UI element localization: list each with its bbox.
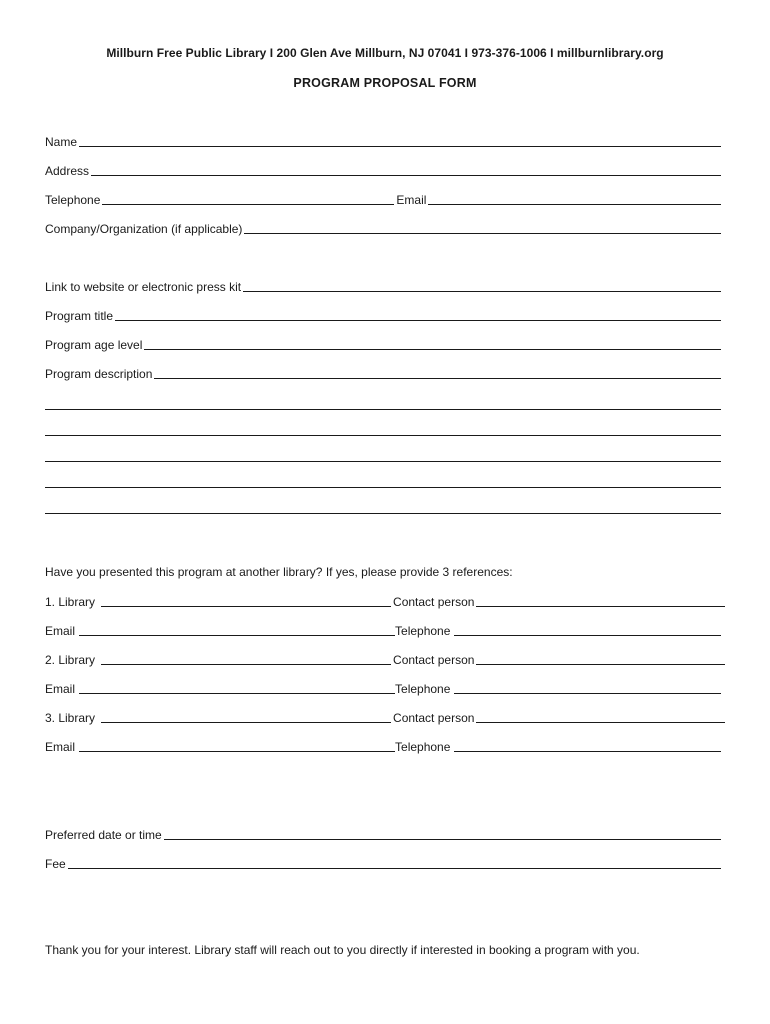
address-label: Address — [45, 164, 90, 178]
address-field[interactable] — [91, 175, 721, 176]
library-1-field[interactable] — [101, 606, 391, 607]
program-title-field[interactable] — [115, 320, 721, 321]
link-row — [45, 278, 721, 294]
name-row — [45, 133, 721, 149]
library-2-label: 2. Library — [45, 653, 96, 667]
description-line — [45, 448, 721, 464]
email-label: Email — [45, 682, 76, 696]
reference-1-telephone-field[interactable] — [454, 635, 721, 636]
preferred-date-field[interactable] — [164, 839, 721, 840]
library-3-label: 3. Library — [45, 711, 96, 725]
telephone-label: Telephone — [395, 682, 451, 696]
age-level-field[interactable] — [144, 349, 721, 350]
reference-1-email-row — [45, 622, 721, 638]
program-title-label: Program title — [45, 309, 114, 323]
preferred-date-label: Preferred date or time — [45, 828, 162, 842]
contact-person-label: Contact person — [393, 653, 475, 667]
telephone-field[interactable] — [102, 204, 394, 205]
description-label: Program description — [45, 367, 153, 381]
library-1-row — [45, 593, 725, 609]
contact-person-label: Contact person — [393, 595, 475, 609]
contact-person-label: Contact person — [393, 711, 475, 725]
fee-row — [45, 855, 721, 871]
program-title-row — [45, 307, 721, 323]
description-line — [45, 422, 721, 438]
reference-3-telephone-field[interactable] — [454, 751, 721, 752]
age-level-label: Program age level — [45, 338, 143, 352]
preferred-date-row — [45, 826, 721, 842]
reference-3-email-field[interactable] — [79, 751, 395, 752]
contact-person-2-field[interactable] — [476, 664, 725, 665]
telephone-label: Telephone — [395, 740, 451, 754]
reference-2-email-row — [45, 680, 721, 696]
description-line — [45, 500, 721, 516]
description-line-field[interactable] — [45, 513, 721, 514]
reference-3-email-row — [45, 738, 721, 754]
library-3-row — [45, 709, 725, 725]
company-row — [45, 220, 721, 236]
references-question: Have you presented this program at another library? If yes, please provide 3 references: — [45, 565, 513, 579]
library-2-field[interactable] — [101, 664, 391, 665]
library-2-row — [45, 651, 725, 667]
company-field[interactable] — [244, 233, 721, 234]
contact-person-3-field[interactable] — [476, 722, 725, 723]
email-label: Email — [396, 193, 427, 207]
address-row — [45, 162, 721, 178]
age-level-row — [45, 336, 721, 352]
fee-label: Fee — [45, 857, 66, 871]
email-label: Email — [45, 740, 76, 754]
link-label: Link to website or electronic press kit — [45, 280, 242, 294]
description-line-field[interactable] — [45, 487, 721, 488]
contact-person-1-field[interactable] — [476, 606, 725, 607]
telephone-email-row — [45, 191, 721, 207]
description-line-field[interactable] — [45, 409, 721, 410]
name-label: Name — [45, 135, 78, 149]
thank-you-note: Thank you for your interest. Library staff will reach out to you directly if interested in booking a program with you. — [45, 943, 640, 957]
description-line — [45, 474, 721, 490]
reference-1-email-field[interactable] — [79, 635, 395, 636]
description-line-field[interactable] — [45, 461, 721, 462]
reference-2-telephone-field[interactable] — [454, 693, 721, 694]
library-info-header: Millburn Free Public Library I 200 Glen Ave Millburn, NJ 07041 I 973-376-1006 I millburnlibrary.org — [106, 46, 664, 60]
description-line — [45, 396, 721, 412]
fee-field[interactable] — [68, 868, 721, 869]
description-row — [45, 365, 721, 381]
form-title: PROGRAM PROPOSAL FORM — [293, 76, 477, 90]
reference-2-email-field[interactable] — [79, 693, 395, 694]
telephone-label: Telephone — [45, 193, 101, 207]
email-field[interactable] — [428, 204, 721, 205]
name-field[interactable] — [79, 146, 721, 147]
telephone-label: Telephone — [395, 624, 451, 638]
link-field[interactable] — [243, 291, 721, 292]
company-label: Company/Organization (if applicable) — [45, 222, 243, 236]
email-label: Email — [45, 624, 76, 638]
description-line-field[interactable] — [45, 435, 721, 436]
library-3-field[interactable] — [101, 722, 391, 723]
library-1-label: 1. Library — [45, 595, 96, 609]
description-field[interactable] — [154, 378, 721, 379]
